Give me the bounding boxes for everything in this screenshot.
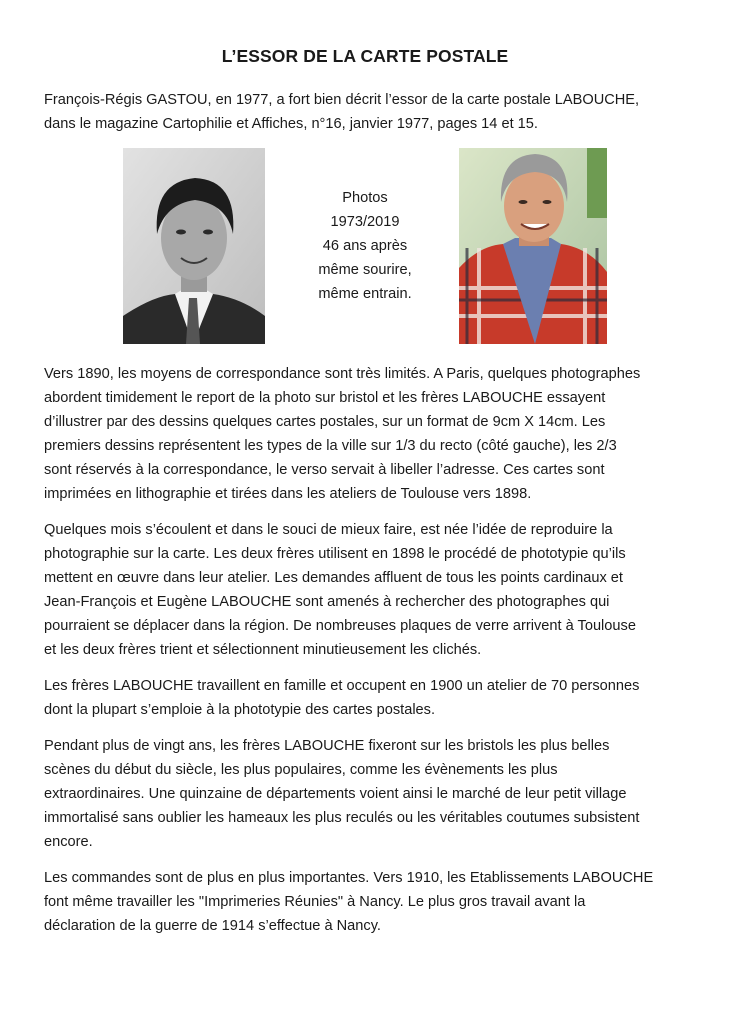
caption-line: 1973/2019 [330,214,400,230]
photo-caption [290,186,440,306]
page-title: L’ESSOR DE LA CARTE POSTALE [221,46,509,66]
paragraph [44,518,694,662]
text-line: dans le magazine Cartophilie et Affiches, n°16, janvier 1977, pages 14 et 15. [44,116,538,132]
caption-line: Photos [342,190,388,206]
text-line: premiers dessins représentent les types de la ville sur 1/3 du recto (côté gauche), les 2/3 [44,438,617,454]
article-body [44,362,694,950]
caption-line: 46 ans après [322,238,408,254]
text-line: extraordinaires. Une quinzaine de départements voient ainsi le marché de leur petit village [44,786,627,802]
text-line: Quelques mois s’écoulent et dans le souci de mieux faire, est née l’idée de reproduire la [44,522,613,538]
text-line: sont réservés à la correspondance, le verso servait à libeller l’adresse. Ces cartes sont [44,462,605,478]
text-line: photographie sur la carte. Les deux frères utilisent en 1898 le procédé de phototypie qu’ils [44,546,626,562]
text-line: Pendant plus de vingt ans, les frères LABOUCHE fixeront sur les bristols les plus belles [44,738,610,754]
text-line: dont la plupart s’emploie à la phototypie des cartes postales. [44,702,436,718]
text-line: mettent en œuvre dans leur atelier. Les demandes affluent de tous les points cardinaux et [44,570,623,586]
paragraph [44,734,694,854]
text-line: Vers 1890, les moyens de correspondance sont très limités. A Paris, quelques photographes [44,366,641,382]
paragraph [44,362,694,506]
photo-row [0,148,730,344]
paragraph [44,674,694,722]
text-line: pourraient se déplacer dans la région. De nombreuses plaques de verre arrivent à Toulouse [44,618,636,634]
text-line: imprimées en lithographie et tirées dans les ateliers de Toulouse vers 1898. [44,486,532,502]
text-line: abordent timidement le report de la photo sur bristol et les frères LABOUCHE essayent [44,390,606,406]
text-line: encore. [44,834,93,850]
portrait-photo-2019 [459,148,607,344]
intro-paragraph [44,88,694,136]
intro-text [44,88,694,136]
paragraph [44,866,694,938]
text-line: déclaration de la guerre de 1914 s’effectue à Nancy. [44,918,381,934]
text-line: font même travailler les "Imprimeries Réunies" à Nancy. Le plus gros travail avant la [44,894,586,910]
caption-line: même entrain. [318,286,412,302]
text-line: immortalisé sans oublier les hameaux les plus reculés ou les véritables coutumes subsistent [44,810,640,826]
text-line: Jean-François et Eugène LABOUCHE sont amenés à rechercher des photographes qui [44,594,610,610]
caption-line: même sourire, [318,262,412,278]
portrait-photo-1973 [123,148,265,344]
text-line: Les commandes sont de plus en plus importantes. Vers 1910, les Etablissements LABOUCHE [44,870,654,886]
text-line: scènes du début du siècle, les plus populaires, comme les évènements les plus [44,762,558,778]
text-line: d’illustrer par des dessins quelques cartes postales, sur un format de 9cm X 14cm. Les [44,414,606,430]
text-line: Les frères LABOUCHE travaillent en famille et occupent en 1900 un atelier de 70 personnes [44,678,640,694]
text-line: François-Régis GASTOU, en 1977, a fort bien décrit l’essor de la carte postale LABOUCHE, [44,92,640,108]
text-line: et les deux frères trient et sélectionnent minutieusement les clichés. [44,642,482,658]
